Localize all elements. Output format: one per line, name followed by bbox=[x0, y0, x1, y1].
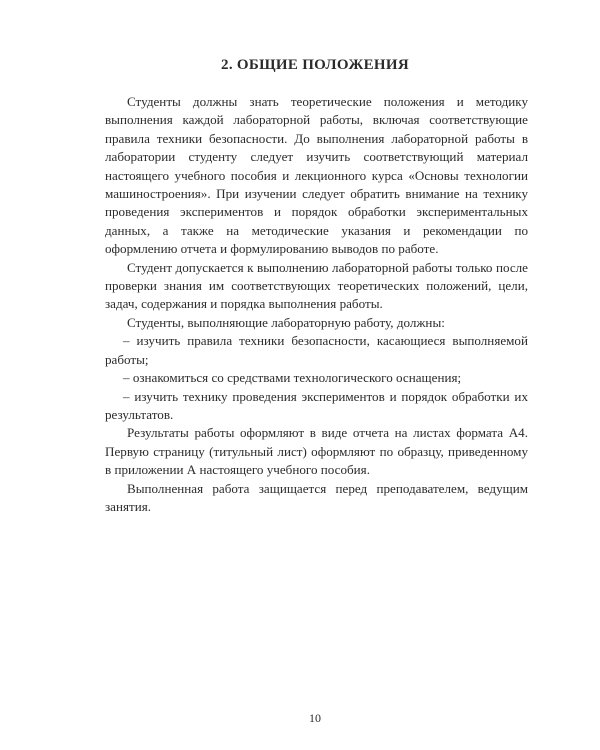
list-item-safety: – изучить правила техники безопасности, касающиеся выполняемой работы; bbox=[105, 333, 528, 367]
paragraph-defense: Выполненная работа защищается перед преподавателем, ведущим занятия. bbox=[105, 480, 528, 514]
list-item-experiments: – изучить технику проведения экспериментов и порядок обработки их результатов. bbox=[105, 388, 528, 422]
page-number: 10 bbox=[309, 711, 321, 725]
list-item-equipment: – ознакомиться со средствами технологического оснащения; bbox=[123, 370, 462, 386]
paragraph-report: Результаты работы оформляют в виде отчета на листах формата А4. Первую страницу (титульный лист) оформляют по образцу, приведенному в приложении А настоящего учебного пособия. bbox=[105, 425, 528, 478]
section-title: 2. ОБЩИЕ ПОЛОЖЕНИЯ bbox=[221, 57, 409, 73]
paragraph-requirements: Студенты должны знать теоретические положения и методику выполнения каждой лабораторной работы, включая соответствующие правила техники безопасности. До выполнения лабораторной работы в лаборатории студенту следует изучить соответствующий материал настоящего учебного пособия и лекционного курса «Основы технологии машиностроения». При изучении следует обратить внимание на технику проведения экспериментов и порядок обработки экспериментальных данных, а также на методические указания и рекомендации по оформлению отчета и формулированию выводов по работе. bbox=[105, 94, 528, 257]
paragraph-admission: Студент допускается к выполнению лабораторной работы только после проверки знания им соответствующих теоретических положений, цели, задач, содержания и порядка выполнения работы. bbox=[105, 259, 528, 312]
paragraph-obligations-intro: Студенты, выполняющие лабораторную работу, должны: bbox=[127, 314, 445, 330]
body-text bbox=[105, 93, 528, 516]
